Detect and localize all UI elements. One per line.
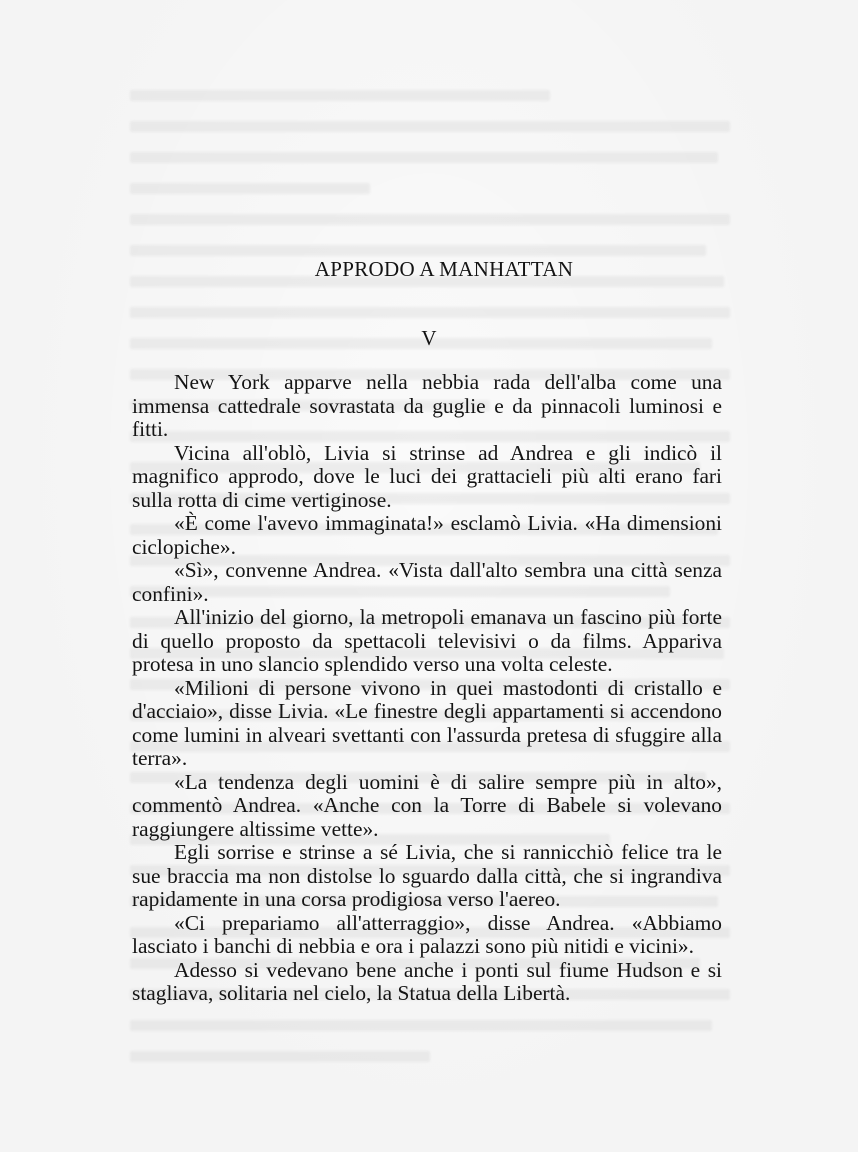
paragraph: All'inizio del giorno, la metropoli emanava un fascino più forte di quello proposto da spettacoli televisivi o da films. Appariva protesa in uno slancio splendido verso una volta celeste. — [132, 605, 722, 676]
chapter-body — [132, 371, 722, 1006]
paragraph: «È come l'avevo immaginata!» esclamò Livia. «Ha dimensioni ciclopiche». — [132, 511, 722, 559]
chapter-number: V — [421, 326, 437, 350]
paragraph: New York apparve nella nebbia rada dell'alba come una immensa cattedrale sovrastata da guglie e da pinnacoli luminosi e fitti. — [132, 370, 722, 441]
chapter-title: APPRODO A MANHATTAN — [314, 257, 574, 281]
paragraph: Adesso si vedevano bene anche i ponti sul fiume Hudson e si stagliava, solitaria nel cielo, la Statua della Libertà. — [132, 957, 722, 1005]
paragraph: «La tendenza degli uomini è di salire sempre più in alto», commentò Andrea. «Anche con la Torre di Babele si volevano raggiungere altissime vette». — [132, 769, 722, 841]
paragraph: Vicina all'oblò, Livia si strinse ad Andrea e gli indicò il magnifico approdo, dove le luci dei grattacieli più alti erano fari sulla rotta di cime vertiginose. — [132, 440, 722, 512]
paragraph: Egli sorrise e strinse a sé Livia, che si rannicchiò felice tra le sue braccia ma non distolse lo sguardo dalla città, che si ingrandiva rapidamente in una corsa prodigiosa verso l'aereo. — [132, 840, 722, 911]
paragraph: «Milioni di persone vivono in quei mastodonti di cristallo e d'acciaio», disse Livia. «Le finestre degli appartamenti si accendono come lumini in alveari svettanti con l'assurda pretesa di sfuggire alla terra». — [132, 675, 722, 770]
paragraph: «Ci prepariamo all'atterraggio», disse Andrea. «Abbiamo lasciato i banchi di nebbia e ora i palazzi sono più nitidi e vicini». — [132, 910, 722, 958]
paragraph: «Sì», convenne Andrea. «Vista dall'alto sembra una città senza confini». — [132, 558, 722, 606]
